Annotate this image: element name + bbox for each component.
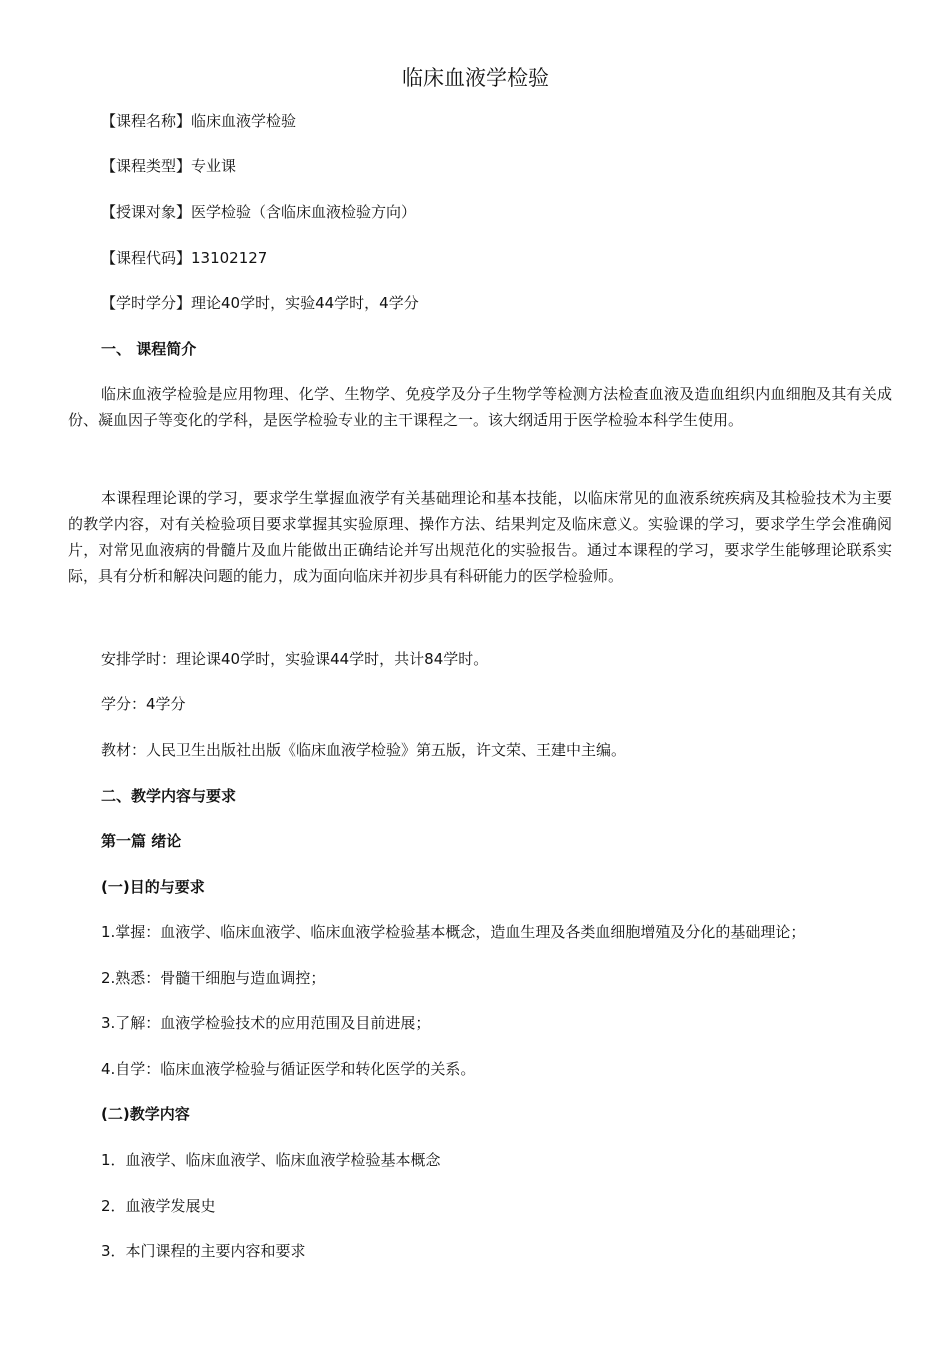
content-item: 1．血液学、临床血液学、临床血液学检验基本概念 xyxy=(101,1151,441,1169)
course-hours-credits: 【学时学分】理论40学时，实验44学时，4学分 xyxy=(101,294,419,312)
document-title: 临床血液学检验 xyxy=(402,66,549,90)
content-item: 2．血液学发展史 xyxy=(101,1197,216,1215)
course-audience: 【授课对象】医学检验（含临床血液检验方向） xyxy=(101,203,417,221)
content-heading: (二)教学内容 xyxy=(101,1105,190,1123)
intro-paragraph-1: 临床血液学检验是应用物理、化学、生物学、免疫学及分子生物学等检测方法检查血液及造血组织内血细胞及其有关成份、凝血因子等变化的学科，是医学检验专业的主干课程之一。该大纲适用于医学检验本科学生使用。 xyxy=(68,385,892,429)
goal-item: 2.熟悉：骨髓干细胞与造血调控； xyxy=(101,969,326,987)
goal-item: 1.掌握：血液学、临床血液学、临床血液学检验基本概念，造血生理及各类血细胞增殖及分化的基础理论； xyxy=(101,923,806,941)
goals-heading: (一)目的与要求 xyxy=(101,878,205,896)
textbook-line: 教材：人民卫生出版社出版《临床血液学检验》第五版，许文荣、王建中主编。 xyxy=(101,741,627,759)
schedule-line: 安排学时：理论课40学时，实验课44学时，共计84学时。 xyxy=(101,650,489,668)
intro-paragraph-2: 本课程理论课的学习，要求学生掌握血液学有关基础理论和基本技能，以临床常见的血液系统疾病及其检验技术为主要的教学内容，对有关检验项目要求掌握其实验原理、操作方法、结果判定及临床意义。实验课的学习，要求学生学会准确阅片，对常见血液病的骨髓片及血片能做出正确结论并写出规范化的实验报告。通过本课程的学习，要求学生能够理论联系实际，具有分析和解决问题的能力，成为面向临床并初步具有科研能力的医学检验师。 xyxy=(68,489,892,585)
course-name: 【课程名称】临床血液学检验 xyxy=(101,112,297,130)
credits-line: 学分：4学分 xyxy=(101,695,186,713)
part1-heading: 第一篇 绪论 xyxy=(101,832,182,850)
course-type: 【课程类型】专业课 xyxy=(101,157,237,175)
course-code: 【课程代码】13102127 xyxy=(101,249,268,267)
section1-heading: 一、 课程简介 xyxy=(101,340,197,358)
content-item: 3．本门课程的主要内容和要求 xyxy=(101,1242,306,1260)
goal-item: 3.了解：血液学检验技术的应用范围及目前进展； xyxy=(101,1014,431,1032)
goal-item: 4.自学：临床血液学检验与循证医学和转化医学的关系。 xyxy=(101,1060,476,1078)
section2-heading: 二、教学内容与要求 xyxy=(101,787,237,805)
